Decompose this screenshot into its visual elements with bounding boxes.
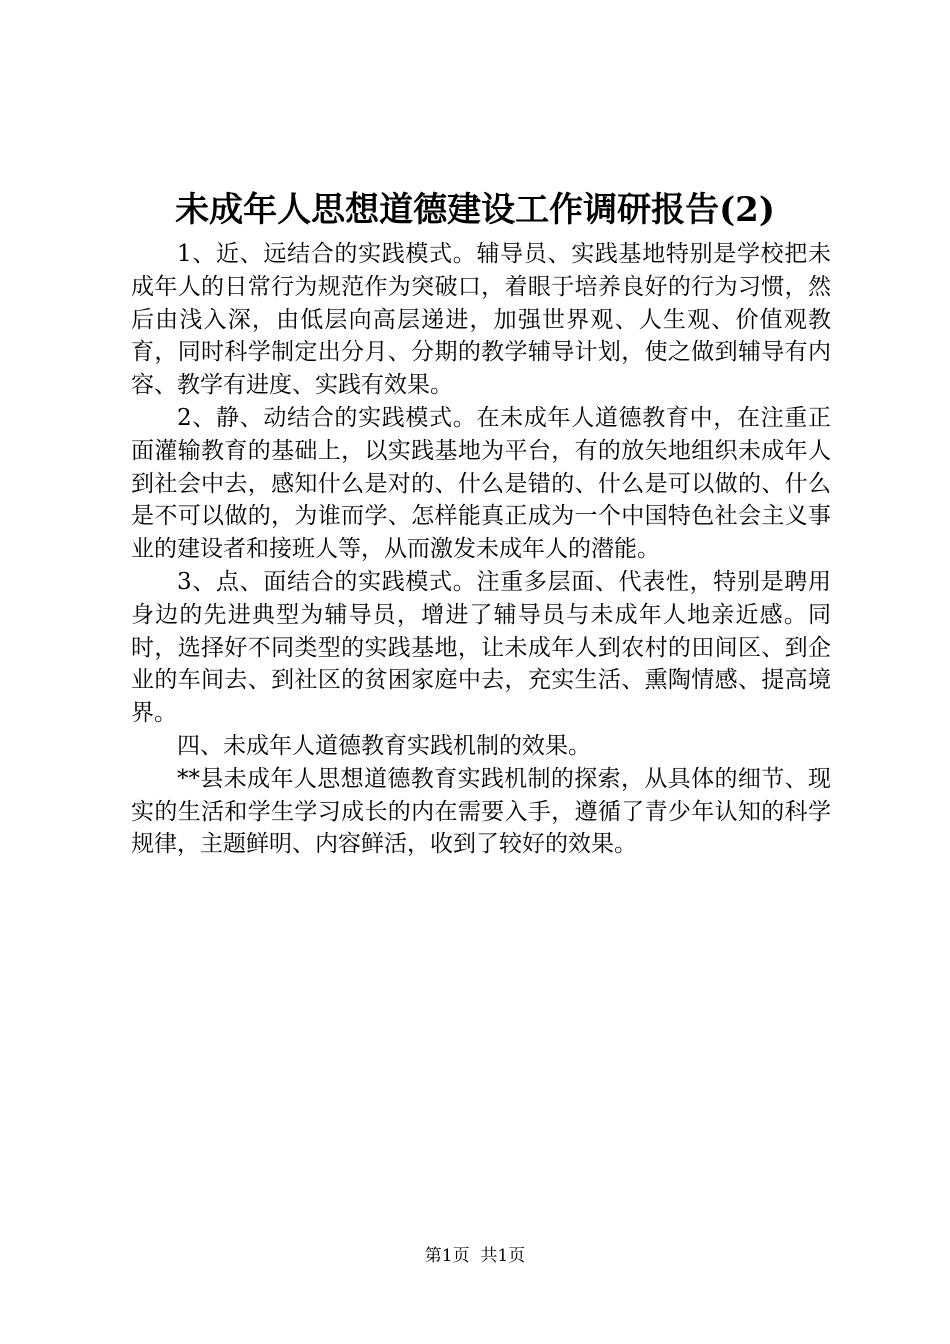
page-number-footer: 第1页 共1页	[424, 1246, 526, 1266]
paragraph-practice-mode-2: 2、静、动结合的实践模式。在未成年人道德教育中，在注重正面灌输教育的基础上，以实践基地为平台，有的放矢地组织未成年人到社会中去，感知什么是对的、什么是错的、什么是可以做的、什么是不可以做的，为谁而学、怎样能真正成为一个中国特色社会主义事业的建设者和接班人等，从而激发未成年人的潜能。	[131, 404, 831, 563]
section-heading-effects: 四、未成年人道德教育实践机制的效果。	[177, 732, 591, 759]
document-body	[131, 238, 831, 861]
page-title: 未成年人思想道德建设工作调研报告(2)	[175, 190, 775, 230]
paragraph-effects-summary: **县未成年人思想道德教育实践机制的探索，从具体的细节、现实的生活和学生学习成长的内在需要入手，遵循了青少年认知的科学规律，主题鲜明、内容鲜活，收到了较好的效果。	[131, 765, 831, 858]
paragraph-practice-mode-3: 3、点、面结合的实践模式。注重多层面、代表性，特别是聘用身边的先进典型为辅导员，增进了辅导员与未成年人地亲近感。同时，选择好不同类型的实践基地，让未成年人到农村的田间区、到企业的车间去、到社区的贫困家庭中去，充实生活、熏陶情感、提高境界。	[131, 568, 831, 727]
paragraph-practice-mode-1: 1、近、远结合的实践模式。辅导员、实践基地特别是学校把未成年人的日常行为规范作为突破口，着眼于培养良好的行为习惯，然后由浅入深，由低层向高层递进，加强世界观、人生观、价值观教育，同时科学制定出分月、分期的教学辅导计划，使之做到辅导有内容、教学有进度、实践有效果。	[131, 241, 831, 399]
